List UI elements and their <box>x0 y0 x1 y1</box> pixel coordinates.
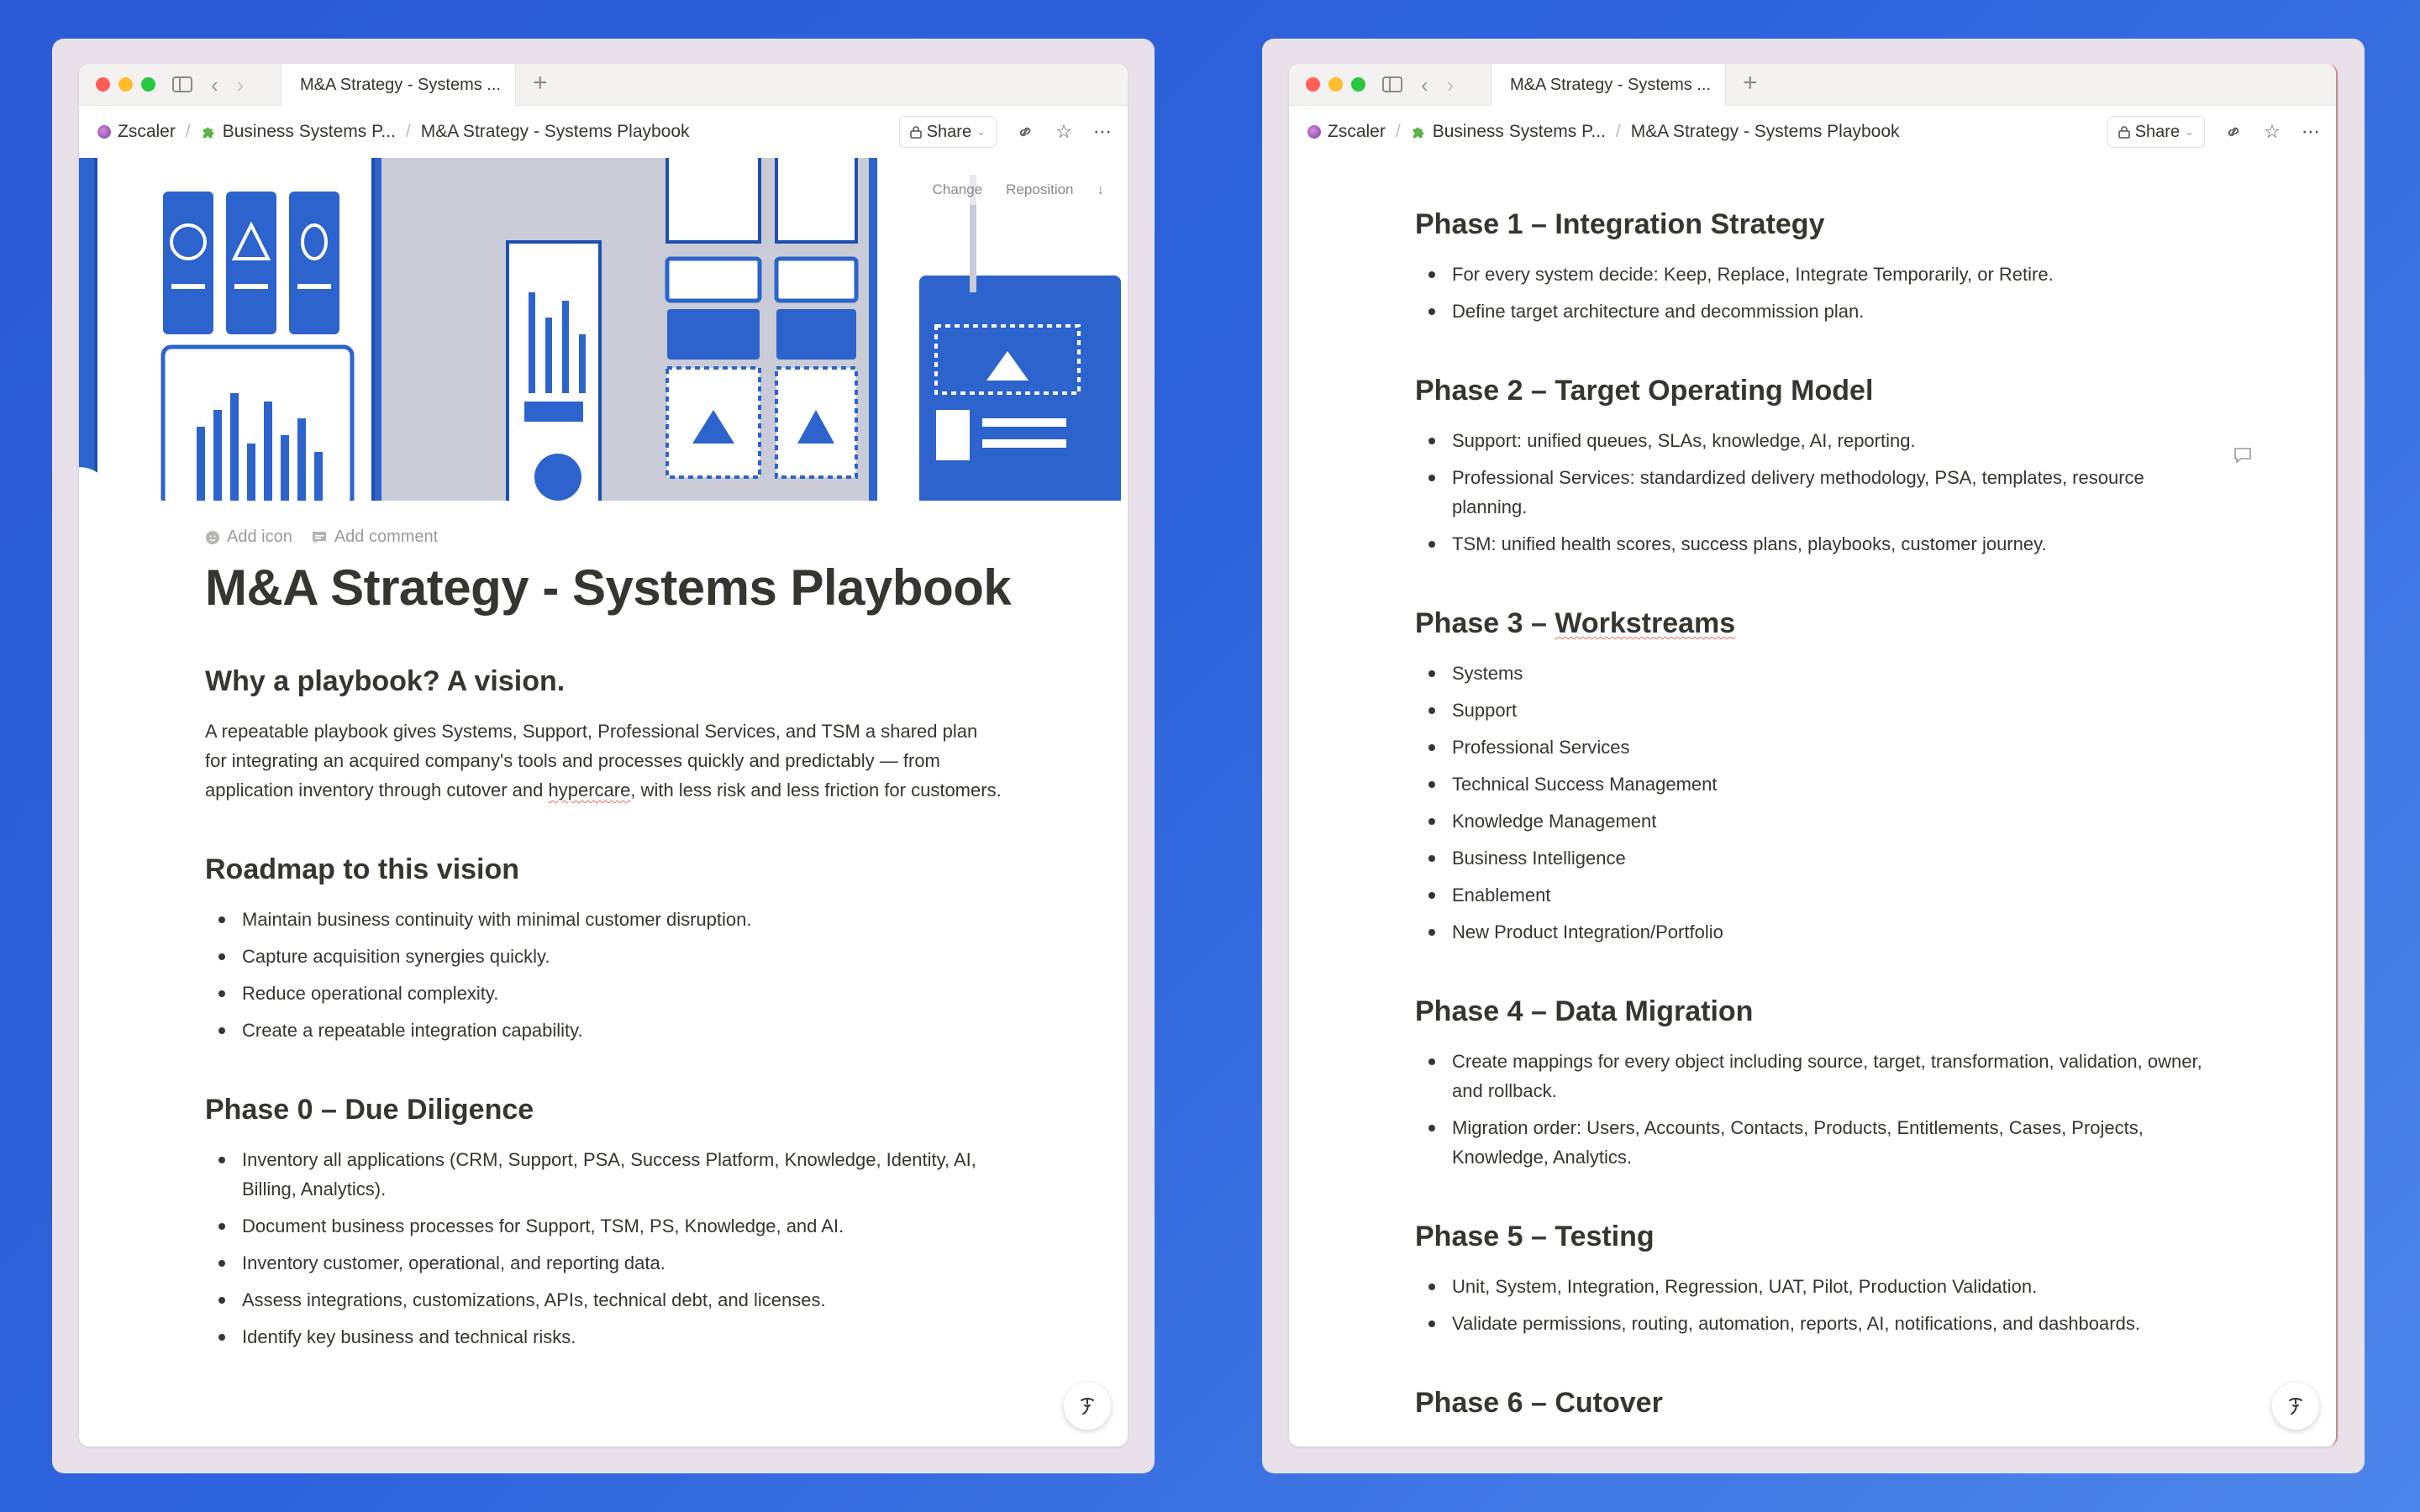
breadcrumb <box>1289 106 2336 158</box>
phase-1-list <box>1415 260 2210 326</box>
breadcrumb-current-page[interactable]: M&A Strategy - Systems Playbook <box>1630 122 1900 141</box>
breadcrumb-workspace[interactable]: Zscaler <box>1307 122 1386 142</box>
puzzle-icon <box>1411 124 1426 139</box>
page-meta-actions <box>205 528 1002 547</box>
list-item[interactable]: Professional Services <box>1415 732 2210 762</box>
list-item[interactable]: Reduce operational complexity. <box>205 979 1002 1008</box>
reposition-cover-button[interactable]: Reposition <box>1006 181 1074 197</box>
heading-phase-6[interactable]: Phase 6 – Cutover <box>1415 1387 1663 1419</box>
zoom-window-button[interactable] <box>141 77 155 92</box>
right-window-frame <box>1262 39 2365 1473</box>
left-window-frame <box>52 39 1155 1473</box>
list-item[interactable]: Assess integrations, customizations, APIs, technical debt, and licenses. <box>205 1285 1002 1315</box>
puzzle-icon <box>201 124 216 139</box>
share-button[interactable]: Share ⌄ <box>2107 116 2205 148</box>
heading-phase-4[interactable]: Phase 4 – Data Migration <box>1415 995 1754 1027</box>
roadmap-list <box>205 905 1002 1045</box>
close-window-button[interactable] <box>96 77 110 92</box>
tab-title: M&A Strategy - Systems ... <box>1510 75 1711 94</box>
page-actions <box>2107 116 2321 148</box>
list-item[interactable]: Document business processes for Support, TSM, PS, Knowledge, and AI. <box>205 1211 1002 1241</box>
change-cover-button[interactable]: Change <box>932 181 983 197</box>
ai-face-icon <box>1075 1394 1100 1419</box>
list-item[interactable]: Capture acquisition synergies quickly. <box>205 942 1002 971</box>
more-options-icon[interactable]: ⋯ <box>2302 121 2320 142</box>
list-item[interactable]: Inventory all applications (CRM, Support, PSA, Success Platform, Knowledge, Identity, AI, Billing, Analytics). <box>205 1145 1002 1204</box>
chevron-down-icon: ⌄ <box>2185 125 2194 138</box>
list-item[interactable]: Support: unified queues, SLAs, knowledge, AI, reporting. <box>1415 426 2210 455</box>
ai-assistant-button[interactable] <box>1064 1383 1111 1430</box>
workspace-icon <box>1307 125 1321 139</box>
heading-phase-2[interactable]: Phase 2 – Target Operating Model <box>1415 375 1874 407</box>
add-icon-button[interactable]: Add icon <box>205 528 292 547</box>
list-item[interactable]: Create a repeatable integration capability. <box>205 1016 1002 1045</box>
favorite-star-icon[interactable]: ☆ <box>1055 121 1072 142</box>
list-item[interactable]: Create mappings for every object including source, target, transformation, validation, owner, and rollback. <box>1415 1047 2210 1105</box>
list-item[interactable]: Unit, System, Integration, Regression, UAT, Pilot, Production Validation. <box>1415 1272 2210 1301</box>
smiley-icon <box>205 530 220 545</box>
tab-bar <box>1289 64 2336 106</box>
inline-comment-icon[interactable] <box>2233 447 2252 464</box>
heading-why-playbook[interactable]: Why a playbook? A vision. <box>205 665 566 697</box>
forward-arrow-icon[interactable]: › <box>1446 71 1455 97</box>
back-arrow-icon[interactable]: ‹ <box>1421 71 1428 97</box>
breadcrumb-workspace[interactable]: Zscaler <box>97 122 176 142</box>
list-item[interactable]: Identify key business and technical risks. <box>205 1322 1002 1352</box>
share-button[interactable]: Share ⌄ <box>899 116 997 148</box>
heading-phase-5[interactable]: Phase 5 – Testing <box>1415 1221 1655 1252</box>
phase-0-list <box>205 1145 1002 1352</box>
browser-window-right <box>1289 64 2338 1446</box>
chevron-down-icon: ⌄ <box>976 125 986 138</box>
heading-phase-0[interactable]: Phase 0 – Due Diligence <box>205 1094 534 1126</box>
phase-4-list <box>1415 1047 2210 1172</box>
workspace-icon <box>97 125 111 139</box>
traffic-lights <box>1306 77 1365 92</box>
breadcrumb-current-page[interactable]: M&A Strategy - Systems Playbook <box>420 122 690 141</box>
add-comment-button[interactable]: Add comment <box>311 528 438 547</box>
breadcrumb-parent-page[interactable]: Business Systems P... <box>201 122 396 142</box>
list-item[interactable]: Validate permissions, routing, automation, reports, AI, notifications, and dashboards. <box>1415 1309 2210 1338</box>
favorite-star-icon[interactable]: ☆ <box>2264 121 2281 142</box>
phase-5-list <box>1415 1272 2210 1338</box>
list-item[interactable]: Professional Services: standardized delivery methodology, PSA, templates, resource planning. <box>1415 463 2210 522</box>
sidebar-toggle-icon[interactable] <box>1382 76 1402 92</box>
breadcrumb-separator: / <box>185 122 191 141</box>
cover-illustration <box>79 158 1128 501</box>
comment-icon <box>311 530 328 545</box>
heading-roadmap[interactable]: Roadmap to this vision <box>205 853 520 885</box>
heading-phase-1[interactable]: Phase 1 – Integration Strategy <box>1415 208 1825 240</box>
list-item[interactable]: Business Intelligence <box>1415 843 2210 873</box>
tab-active[interactable] <box>1491 64 1726 106</box>
list-item[interactable]: Enablement <box>1415 880 2210 910</box>
list-item[interactable]: Technical Success Management <box>1415 769 2210 799</box>
sidebar-toggle-icon[interactable] <box>172 76 192 92</box>
list-item[interactable]: Systems <box>1415 659 2210 688</box>
more-options-icon[interactable]: ⋯ <box>1093 121 1112 142</box>
tab-title: M&A Strategy - Systems ... <box>300 75 501 94</box>
phase-2-list <box>1415 426 2210 559</box>
browser-window-left <box>79 64 1128 1446</box>
breadcrumb-separator: / <box>405 122 411 141</box>
copy-link-icon[interactable] <box>2223 122 2244 142</box>
list-item[interactable]: TSM: unified health scores, success plans, playbooks, customer journey. <box>1415 529 2210 559</box>
heading-phase-3[interactable]: Phase 3 – Workstreams <box>1415 607 1736 639</box>
list-item[interactable]: Inventory customer, operational, and reporting data. <box>205 1248 1002 1278</box>
list-item[interactable]: Migration order: Users, Accounts, Contacts, Products, Entitlements, Cases, Projects, Knowledge, Analytics. <box>1415 1113 2210 1172</box>
tab-bar <box>79 64 1128 106</box>
ai-face-icon <box>2283 1394 2308 1419</box>
lock-icon <box>2118 125 2130 139</box>
tab-active[interactable] <box>281 64 516 106</box>
zoom-window-button[interactable] <box>1351 77 1365 92</box>
download-icon[interactable]: ↓ <box>1097 181 1104 197</box>
new-tab-plus-icon[interactable]: + <box>533 69 548 97</box>
breadcrumb-parent-page[interactable]: Business Systems P... <box>1411 122 1606 142</box>
cover-actions <box>921 175 1116 205</box>
page-content-left <box>79 528 1128 1352</box>
minimize-window-button[interactable] <box>1328 77 1343 92</box>
breadcrumb <box>79 106 1128 158</box>
list-item[interactable]: Support <box>1415 696 2210 725</box>
page-actions <box>899 116 1113 148</box>
ai-assistant-button[interactable] <box>2272 1383 2319 1430</box>
phase-3-list <box>1415 659 2210 947</box>
list-item[interactable]: For every system decide: Keep, Replace, Integrate Temporarily, or Retire. <box>1415 260 2210 289</box>
copy-link-icon[interactable] <box>1015 122 1035 142</box>
new-tab-plus-icon[interactable]: + <box>1743 69 1758 97</box>
minimize-window-button[interactable] <box>118 77 133 92</box>
breadcrumb-separator: / <box>1615 122 1621 141</box>
traffic-lights <box>96 77 155 92</box>
breadcrumb-separator: / <box>1395 122 1401 141</box>
misspelled-word[interactable]: hypercare <box>548 780 631 801</box>
close-window-button[interactable] <box>1306 77 1320 92</box>
cover-image <box>79 158 1128 501</box>
list-item[interactable]: Define target architecture and decommission plan. <box>1415 297 2210 326</box>
lock-icon <box>910 125 922 139</box>
list-item[interactable]: Knowledge Management <box>1415 806 2210 836</box>
misspelled-word[interactable]: Workstreams <box>1555 607 1736 639</box>
vision-paragraph[interactable]: A repeatable playbook gives Systems, Support, Professional Services, and TSM a shared plan for integrating an acquired company's tools and processes quickly and predictably — from application inventory through cutover and hypercare, with less risk and less friction for customers. <box>205 721 1002 801</box>
page-content-right <box>1289 158 2336 1420</box>
list-item[interactable]: Maintain business continuity with minimal customer disruption. <box>205 905 1002 934</box>
list-item[interactable]: New Product Integration/Portfolio <box>1415 917 2210 947</box>
page-title[interactable]: M&A Strategy - Systems Playbook <box>205 559 1012 616</box>
forward-arrow-icon[interactable]: › <box>236 71 245 97</box>
back-arrow-icon[interactable]: ‹ <box>211 71 218 97</box>
